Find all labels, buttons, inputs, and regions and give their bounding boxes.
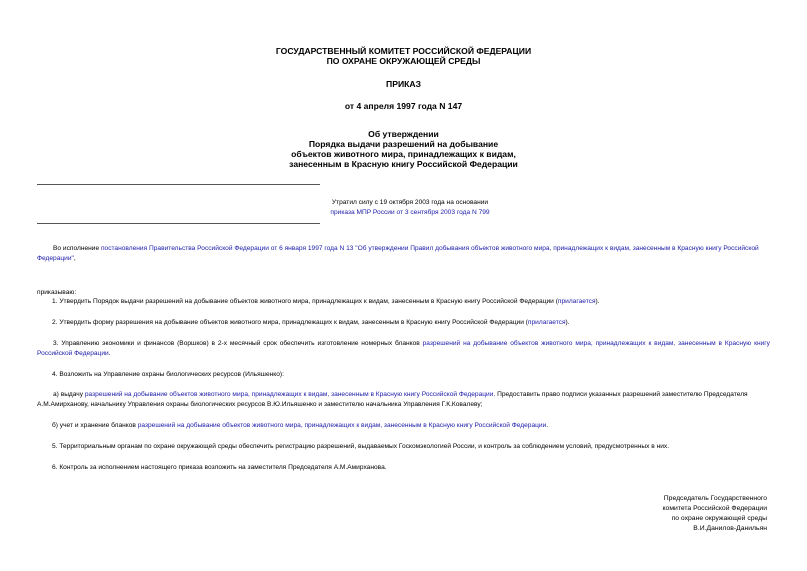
repeal-order-link[interactable]: приказа МПР России от 3 сентября 2003 года N 799 <box>330 209 490 216</box>
org-name-line2: ПО ОХРАНЕ ОКРУЖАЮЩЕЙ СРЕДЫ <box>326 56 481 66</box>
doc-title-line4: занесенным в Красную книгу Российской Федерации <box>289 159 518 169</box>
divider-bottom <box>37 223 320 224</box>
signature-line1: Председатель Государственного <box>663 495 767 502</box>
divider-top <box>37 184 320 185</box>
item-4a: а) выдачу разрешений на добывание объектов животного мира, принадлежащих к видам, занесенным в Красную книгу Российской Федерации. Предоставить право подписи указанных разрешений заместителю Председателя А.М.Амирханову, начальнику Управления охраны биологических ресурсов В.Ю.Ильяшенко и заместителю начальника Управления Г.К.Ковалеву; <box>37 391 748 408</box>
item-3: 3. Управлению экономики и финансов (Воршков) в 2-х месячный срок обеспечить изготовление номерных бланков разрешений на добывание объектов животного мира, принадлежащих к видам, занесенным в Красную книгу Российской Федерации. <box>37 340 770 357</box>
status-note-link[interactable] <box>300 208 520 218</box>
item-4: 4. Возложить на Управление охраны биологических ресурсов (Ильяшенко): <box>52 371 284 378</box>
signature-line2: комитета Российской Федерации <box>662 505 767 512</box>
doc-date-number: от 4 апреля 1997 года N 147 <box>344 101 463 111</box>
permit-blanks-link[interactable]: разрешений на добывание объектов животного мира, принадлежащих к видам, занесенным в Красную книгу Российской Федерации <box>37 340 770 357</box>
doc-title-line2: Порядка выдачи разрешений на добывание <box>308 139 499 149</box>
doc-type: ПРИКАЗ <box>386 79 421 89</box>
signature-block <box>627 494 767 534</box>
preamble: Во исполнение постановления Правительства Российской Федерации от 6 января 1997 года N 13 "Об утверждении Правил добывания объектов животного мира, принадлежащих к видам, занесенным в Красную книгу Российской Федерации", <box>37 245 759 262</box>
item-4b: б) учет и хранение бланков разрешений на добывание объектов животного мира, принадлежащих к видам, занесенным в Красную книгу Российской Федерации. <box>52 422 549 429</box>
signature-name: В.И.Данилов-Данильян <box>693 525 767 532</box>
form-appendix-link[interactable]: прилагается <box>527 319 566 326</box>
doc-title-line1: Об утверждении <box>368 129 439 139</box>
permit-issuance-link[interactable]: разрешений на добывание объектов животного мира, принадлежащих к видам, занесенным в Красную книгу Российской Федерации <box>84 391 494 398</box>
item-1: 1. Утвердить Порядок выдачи разрешений на добывание объектов животного мира, принадлежащих к видам, занесенным в Красную книгу Российской Федерации (прилагается). <box>52 298 600 305</box>
procedure-appendix-link[interactable]: прилагается <box>557 298 596 305</box>
org-name-line1: ГОСУДАРСТВЕННЫЙ КОМИТЕТ РОССИЙСКОЙ ФЕДЕРАЦИИ <box>275 46 532 56</box>
doc-title-line3: объектов животного мира, принадлежащих к видам, <box>291 149 516 159</box>
order-word: приказываю: <box>37 289 77 296</box>
item-5: 5. Территориальным органам по охране окружающей среды обеспечить регистрацию разрешений, выдаваемых Госкомэкологией России, и контроль за соблюдением условий, предусмотренных в них. <box>52 443 670 450</box>
signature-line3: по охране окружающей среды <box>671 515 767 522</box>
item-6: 6. Контроль за исполнением настоящего приказа возложить на заместителя Председателя А.М.Амирханова. <box>52 464 387 471</box>
permit-storage-link[interactable]: разрешений на добывание объектов животного мира, принадлежащих к видам, занесенным в Красную книгу Российской Федерации <box>137 422 547 429</box>
government-decree-link[interactable]: постановления Правительства Российской Федерации от 6 января 1997 года N 13 "Об утверждении Правил добывания объектов животного мира, принадлежащих к видам, занесенным в Красную книгу Российской Федерации" <box>37 245 759 262</box>
item-2: 2. Утвердить форму разрешения на добывание объектов животного мира, принадлежащих к видам, занесенным в Красную книгу Российской Федерации (прилагается). <box>52 319 570 326</box>
status-note-text: Утратил силу с 19 октября 2003 года на основании <box>331 199 489 206</box>
